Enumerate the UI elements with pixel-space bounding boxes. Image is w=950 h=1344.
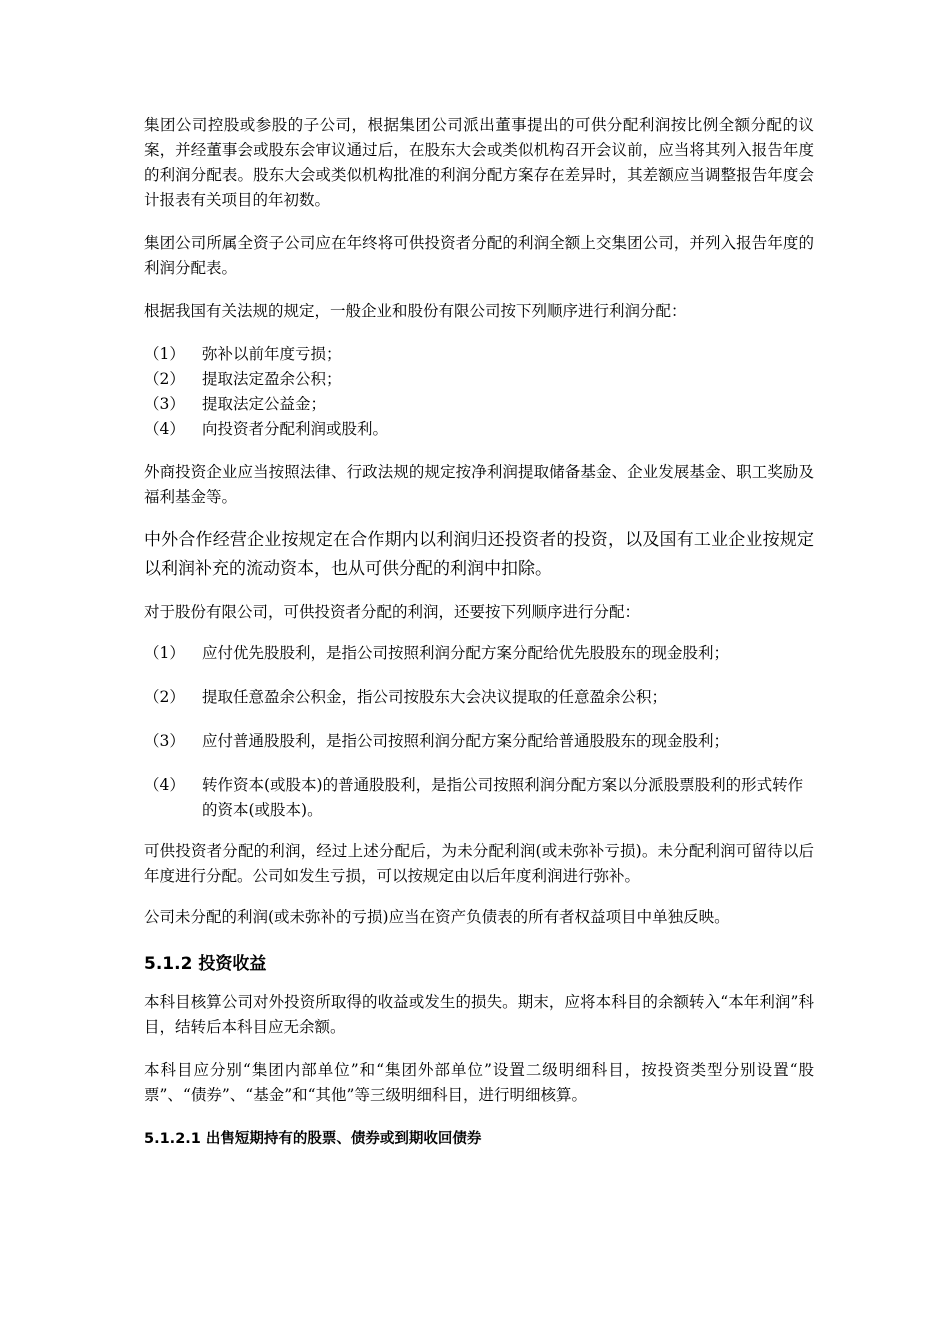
list-item-text: 转作资本(或股本)的普通股股利，是指公司按照利润分配方案以分派股票股利的形式转作的资本(或股本)。 — [202, 776, 804, 819]
list-item — [144, 773, 814, 823]
subsection-heading-short-term-sale: 5.1.2.1 出售短期持有的股票、债券或到期收回债券 — [144, 1131, 482, 1147]
joint-stock-order-list — [144, 641, 814, 823]
list-item-text: 应付优先股股利，是指公司按照利润分配方案分配给优先股股东的现金股利； — [202, 644, 730, 662]
paragraph-distribution-order: 根据我国有关法规的规定，一般企业和股份有限公司按下列顺序进行利润分配： — [144, 302, 687, 320]
paragraph-undistributed-profit: 可供投资者分配的利润，经过上述分配后，为未分配利润(或未弥补亏损)。未分配利润可留待以后年度进行分配。公司如发生亏损，可以按规定由以后年度利润进行弥补。 — [144, 842, 814, 885]
list-item-number: （2） — [144, 688, 185, 706]
paragraph-joint-venture: 中外合作经营企业按规定在合作期内以利润归还投资者的投资，以及国有工业企业按规定以利润补充的流动资本，也从可供分配的利润中扣除。 — [144, 530, 814, 579]
list-item-text: 提取任意盈余公积金，指公司按股东大会决议提取的任意盈余公积； — [202, 688, 668, 706]
list-item-text: 提取法定公益金； — [202, 395, 327, 413]
paragraph-wholly-owned: 集团公司所属全资子公司应在年终将可供投资者分配的利润全额上交集团公司，并列入报告年度的利润分配表。 — [144, 234, 814, 277]
paragraph-joint-stock: 对于股份有限公司，可供投资者分配的利润，还要按下列顺序进行分配： — [144, 603, 641, 621]
list-item — [144, 417, 814, 442]
list-item — [144, 641, 814, 666]
list-item-number: （4） — [144, 776, 185, 794]
list-item-text: 应付普通股股利，是指公司按照利润分配方案分配给普通股股东的现金股利； — [202, 732, 730, 750]
list-item — [144, 685, 814, 710]
list-item-number: （1） — [144, 345, 185, 363]
list-item — [144, 392, 814, 417]
list-item — [144, 342, 814, 367]
list-item-text: 提取法定盈余公积； — [202, 370, 342, 388]
paragraph-sub-accounts: 本科目应分别“集团内部单位”和“集团外部单位”设置二级明细科目，按投资类型分别设置“股票”、“债券”、“基金”和“其他”等三级明细科目，进行明细核算。 — [144, 1061, 814, 1104]
list-item-number: （4） — [144, 420, 185, 438]
list-item-number: （1） — [144, 644, 185, 662]
paragraph-foreign-investment: 外商投资企业应当按照法律、行政法规的规定按净利润提取储备基金、企业发展基金、职工奖励及福利基金等。 — [144, 463, 814, 506]
document-page — [144, 113, 814, 1150]
list-item-text: 向投资者分配利润或股利。 — [202, 420, 389, 438]
section-heading-investment-income: 5.1.2 投资收益 — [144, 954, 267, 974]
list-item — [144, 729, 814, 754]
paragraph-subsidiary-distribution: 集团公司控股或参股的子公司，根据集团公司派出董事提出的可供分配利润按比例全额分配的议案，并经董事会或股东会审议通过后，在股东大会或类似机构召开会议前，应当将其列入报告年度的利润分配表。股东大会或类似机构批准的利润分配方案存在差异时，其差额应当调整报告年度会计报表有关项目的年初数。 — [144, 116, 814, 209]
list-item — [144, 367, 814, 392]
list-item-number: （2） — [144, 370, 185, 388]
paragraph-investment-scope: 本科目核算公司对外投资所取得的收益或发生的损失。期末，应将本科目的余额转入“本年利润”科目，结转后本科目应无余额。 — [144, 993, 814, 1036]
list-item-text: 弥补以前年度亏损； — [202, 345, 342, 363]
paragraph-balance-sheet: 公司未分配的利润(或未弥补的亏损)应当在资产负债表的所有者权益项目中单独反映。 — [144, 908, 730, 926]
list-item-number: （3） — [144, 395, 185, 413]
distribution-order-list — [144, 342, 814, 442]
list-item-number: （3） — [144, 732, 185, 750]
